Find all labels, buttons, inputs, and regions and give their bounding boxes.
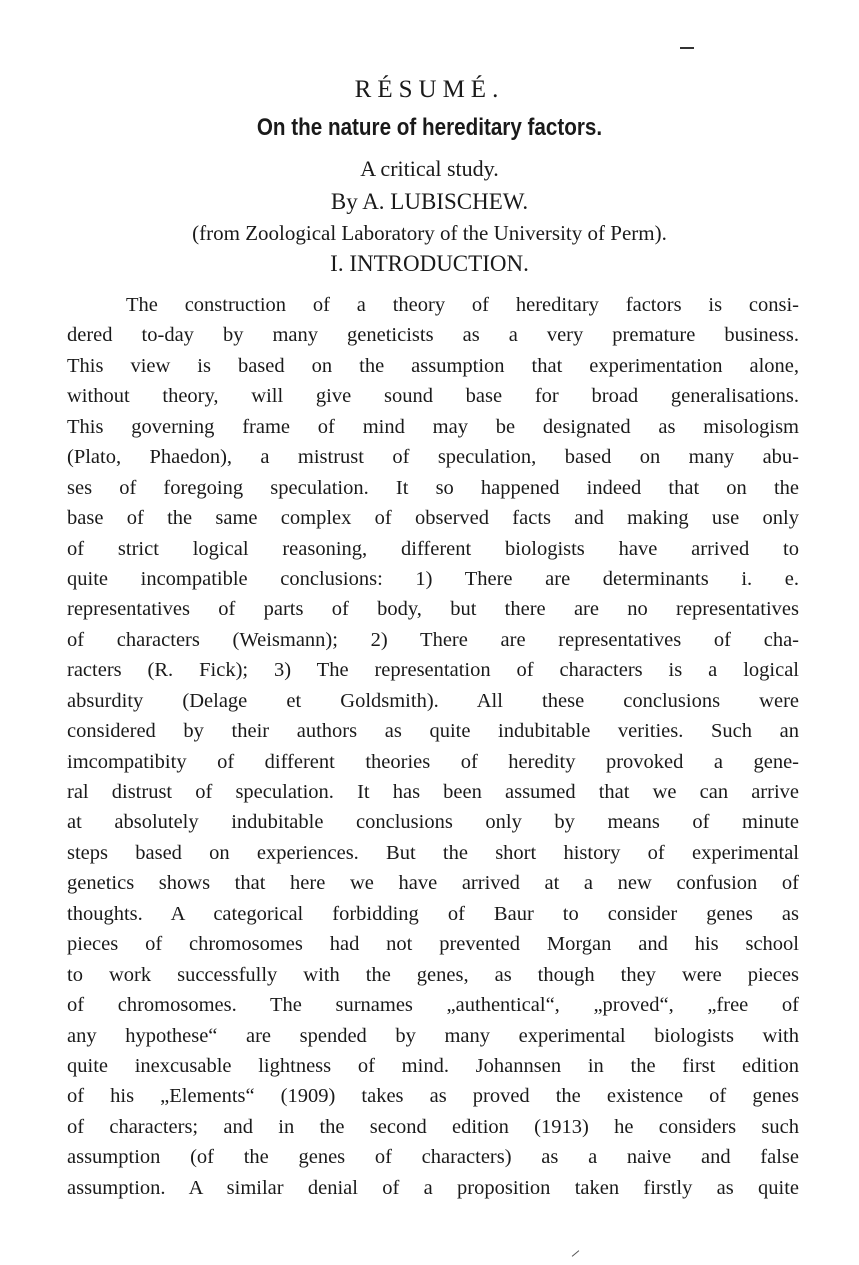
text-line: of characters; and in the second edition (1913) he considers such bbox=[67, 1115, 799, 1138]
text-line: quite incompatible conclusions: 1) There are determinants i. e. bbox=[67, 567, 799, 590]
body-paragraph bbox=[67, 290, 799, 1203]
text-line: This governing frame of mind may be designated as misologism bbox=[67, 415, 799, 438]
text-line: (Plato, Phaedon), a mistrust of speculation, based on many abu- bbox=[67, 446, 799, 469]
text-line: dered to-day by many geneticists as a very premature business. bbox=[67, 324, 799, 347]
text-line: assumption. A similar denial of a proposition taken firstly as quite bbox=[67, 1176, 799, 1199]
text-line: any hypothese“ are spended by many experimental biologists with bbox=[67, 1024, 799, 1047]
text-line: representatives of parts of body, but there are no representatives bbox=[67, 598, 799, 621]
text-line: to work successfully with the genes, as though they were pieces bbox=[67, 963, 799, 986]
text-line: assumption (of the genes of characters) as a naive and false bbox=[67, 1146, 799, 1169]
stray-mark bbox=[572, 1250, 580, 1257]
text-line: steps based on experiences. But the short history of experimental bbox=[67, 841, 799, 864]
text-line: quite inexcusable lightness of mind. Johannsen in the first edition bbox=[67, 1054, 799, 1077]
text-line: absurdity (Delage et Goldsmith). All these conclusions were bbox=[67, 689, 799, 712]
resume-heading: RÉSUMÉ. bbox=[354, 76, 505, 103]
text-line: thoughts. A categorical forbidding of Baur to consider genes as bbox=[67, 902, 799, 925]
affiliation-line: (from Zoological Laboratory of the University of Perm). bbox=[192, 221, 667, 245]
text-line: imcompatibity of different theories of heredity provoked a gene- bbox=[67, 750, 799, 773]
text-line: genetics shows that here we have arrived at a new confusion of bbox=[67, 872, 799, 895]
text-line: at absolutely indubitable conclusions only by means of minute bbox=[67, 811, 799, 834]
text-line: This view is based on the assumption that experimentation alone, bbox=[67, 354, 799, 377]
text-line: ral distrust of speculation. It has been assumed that we can arrive bbox=[67, 781, 799, 803]
text-line: base of the same complex of observed facts and making use only bbox=[67, 507, 799, 530]
text-line: of chromosomes. The surnames „authentical“, „proved“, „free of bbox=[67, 994, 799, 1017]
text-line: The construction of a theory of hereditary factors is consi- bbox=[126, 294, 799, 316]
text-line: of his „Elements“ (1909) takes as proved the existence of genes bbox=[67, 1085, 799, 1108]
article-title: On the nature of hereditary factors. bbox=[256, 114, 603, 141]
text-line: considered by their authors as quite indubitable verities. Such an bbox=[67, 720, 799, 743]
stray-mark bbox=[680, 47, 694, 49]
section-heading: I. INTRODUCTION. bbox=[330, 251, 529, 276]
text-line: ses of foregoing speculation. It so happened indeed that on the bbox=[67, 476, 799, 499]
article-subtitle: A critical study. bbox=[360, 156, 499, 181]
text-line: without theory, will give sound base for broad generalisations. bbox=[67, 385, 799, 408]
text-line: of strict logical reasoning, different biologists have arrived to bbox=[67, 537, 799, 560]
text-line: pieces of chromosomes had not prevented Morgan and his school bbox=[67, 933, 799, 956]
author-line: By A. LUBISCHEW. bbox=[330, 189, 529, 214]
text-line: of characters (Weismann); 2) There are representatives of cha- bbox=[67, 628, 799, 651]
text-line: racters (R. Fick); 3) The representation of characters is a logical bbox=[67, 659, 799, 682]
